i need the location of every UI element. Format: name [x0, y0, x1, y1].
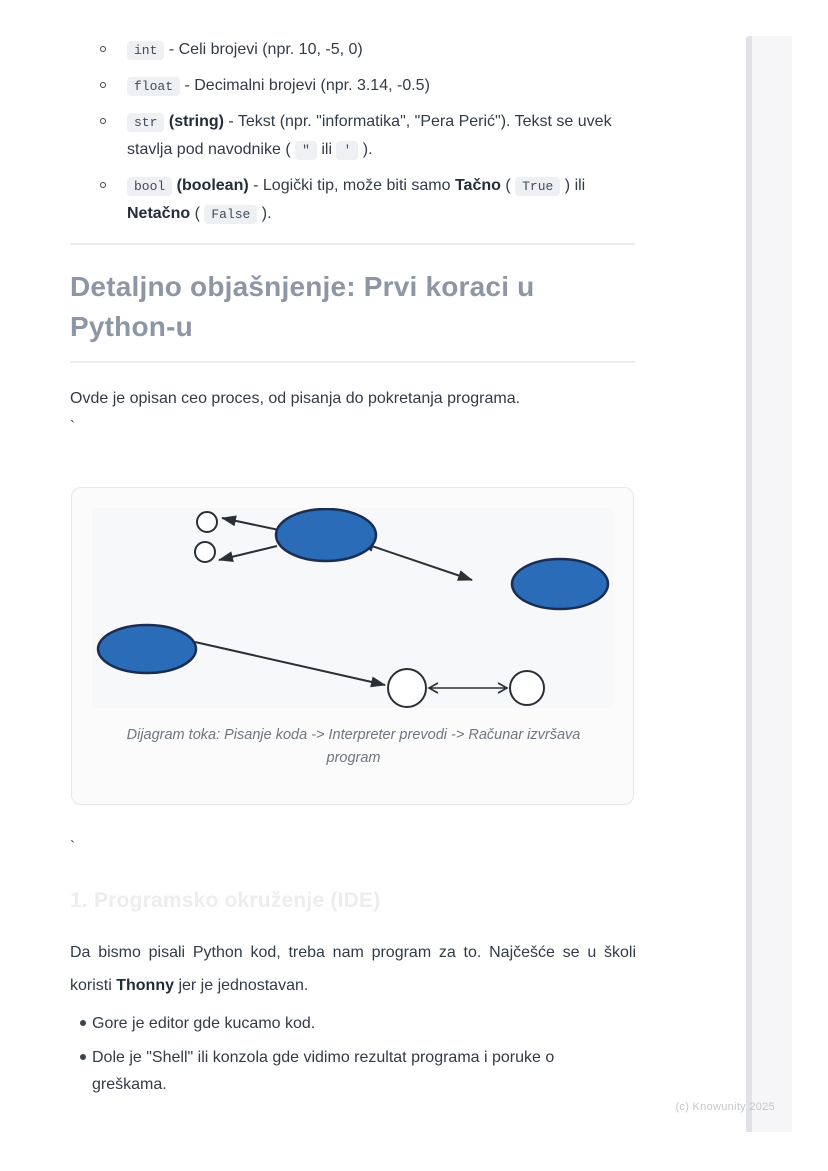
list-item: Dole je "Shell" ili konzola gde vidimo rezultat programa i poruke o greškama.	[70, 1044, 630, 1098]
inline-code-chip: float	[127, 77, 180, 96]
disc-bullet-icon	[80, 1054, 86, 1060]
faint-subsection-heading: 1. Programsko okruženje (IDE)	[70, 889, 381, 912]
type-list-item: float - Decimalni brojevi (npr. 3.14, -0.5)	[70, 72, 636, 100]
small-circle-1	[197, 512, 217, 532]
figure-caption: Dijagram toka: Pisanje koda -> Interpreter prevodi -> Računar izvršava program	[126, 727, 581, 766]
circle-bullet-icon	[100, 82, 106, 88]
type-list-item: bool (boolean) - Logički tip, može biti samo Tačno ( True ) ili Netačno ( False ).	[70, 172, 636, 228]
ide-bullet-list	[70, 1010, 630, 1105]
inline-code-chip: '	[336, 141, 358, 160]
blue-ellipse-top	[276, 509, 376, 561]
inline-code-chip: True	[515, 177, 560, 196]
diagram-arrow	[360, 542, 472, 580]
diagram-arrow	[195, 642, 385, 685]
divider-below-heading	[70, 361, 635, 363]
list-item: Gore je editor gde kucamo kod.	[70, 1010, 630, 1037]
scrollbar-track[interactable]	[752, 36, 792, 1132]
open-circle-1	[388, 669, 426, 707]
type-list-item: str (string) - Tekst (npr. "informatika", "Pera Perić"). Tekst se uvek stavlja pod navodnike ( " ili ' ).	[70, 108, 636, 164]
inline-code-chip: int	[127, 41, 164, 60]
circle-bullet-icon	[100, 118, 106, 124]
circle-bullet-icon	[100, 46, 106, 52]
disc-bullet-icon	[80, 1020, 86, 1026]
stray-backtick-2: `	[70, 838, 75, 855]
copyright-notice: (c) Knowunity 2025	[675, 1101, 775, 1113]
bold-text: Thonny	[116, 977, 174, 994]
bold-text: Tačno	[454, 177, 501, 194]
data-types-list	[70, 36, 636, 236]
bold-text: Netačno	[127, 205, 191, 222]
inline-code-chip: False	[204, 205, 257, 224]
small-circle-2	[195, 542, 215, 562]
ide-paragraph: Da bismo pisali Python kod, treba nam program za to. Najčešće se u školi koristi Thonny jer je jednostavan.	[70, 944, 636, 994]
diagram-arrow	[222, 518, 279, 530]
blue-ellipse-right	[512, 559, 608, 609]
inline-code-chip: bool	[127, 177, 172, 196]
open-circle-2	[510, 671, 544, 705]
section-heading: Detaljno objašnjenje: Prvi koraci u Python-u	[70, 271, 535, 342]
circle-bullet-icon	[100, 182, 106, 188]
bold-text: (string)	[168, 113, 224, 130]
flow-diagram-svg	[92, 508, 613, 708]
flow-diagram-image	[92, 508, 613, 708]
type-list-item: int - Celi brojevi (npr. 10, -5, 0)	[70, 36, 636, 64]
blue-ellipse-left	[98, 625, 196, 673]
bold-text: (boolean)	[176, 177, 249, 194]
inline-code-chip: "	[295, 141, 317, 160]
diagram-arrow	[219, 546, 277, 560]
divider-above-heading	[70, 243, 635, 245]
flow-diagram-figure	[71, 487, 634, 805]
intro-paragraph: Ovde je opisan ceo proces, od pisanja do pokretanja programa.	[70, 390, 521, 407]
stray-backtick-1: `	[70, 418, 75, 435]
inline-code-chip: str	[127, 113, 164, 132]
